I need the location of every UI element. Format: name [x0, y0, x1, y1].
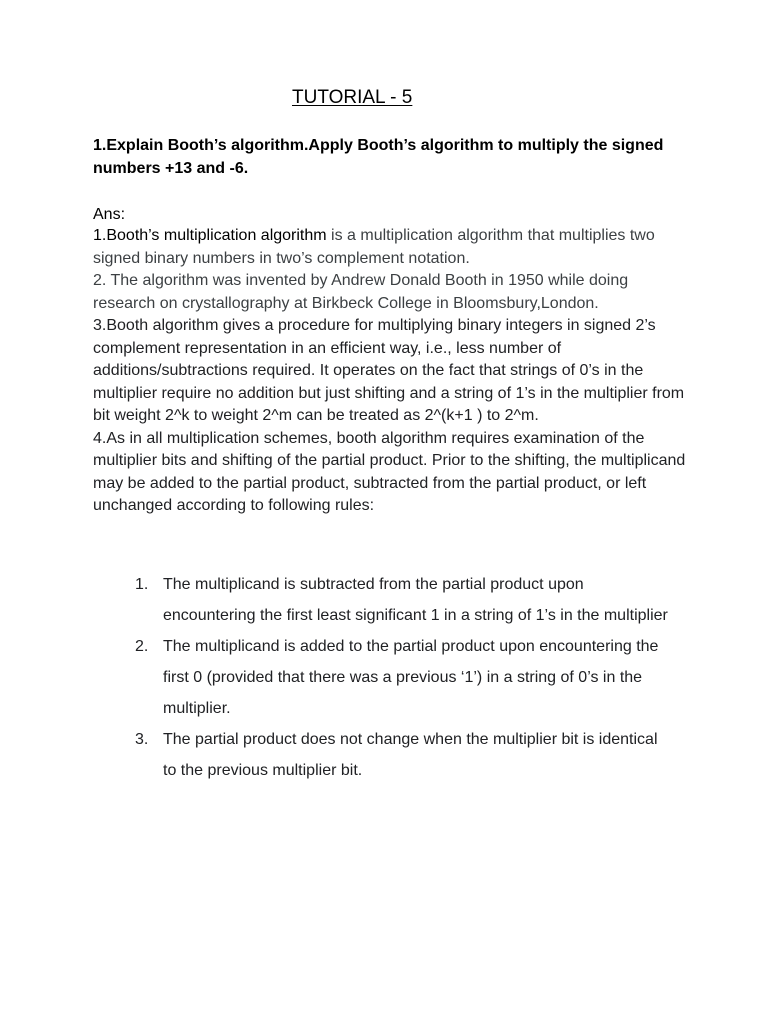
answer-point-4: 4.As in all multiplication schemes, booth algorithm requires examination of the multiplier bits and shifting of the partial product. Prior to the shifting, the multiplicand may be added to the partial product, subtracted from the partial product, or left unchanged according to following rules:: [93, 429, 686, 514]
rule-text: The multiplicand is added to the partial product upon encountering the first 0 (provided that there was a previous ‘1’) in a string of 0’s in the multiplier.: [163, 638, 659, 717]
page-title: TUTORIAL - 5: [292, 87, 413, 108]
rule-text: The partial product does not change when the multiplier bit is identical to the previous multiplier bit.: [163, 731, 658, 779]
answer-point-1-rest: is a multiplication algorithm that multiplies two signed binary numbers in two’s complement notation.: [93, 227, 655, 267]
rule-item: [135, 631, 675, 724]
rule-number: 3.: [135, 731, 149, 748]
answer-point-1: [93, 225, 693, 270]
rule-number: 2.: [135, 638, 149, 655]
answer-point-1-term: Booth’s multiplication algorithm: [106, 227, 327, 244]
answer-label: Ans:: [93, 206, 126, 223]
answer-point-1-prefix: 1.: [93, 227, 107, 244]
answer-body: [93, 225, 693, 518]
rule-text: The multiplicand is subtracted from the partial product upon encountering the first least significant 1 in a string of 1’s in the multiplier: [163, 576, 668, 624]
answer-point-3: 3.Booth algorithm gives a procedure for multiplying binary integers in signed 2’s complement representation in an efficient way, i.e., less number of additions/subtractions required. It operates on the fact that strings of 0’s in the multiplier require no addition but just shifting and a string of 1’s in the multiplier from bit weight 2^k to weight 2^m can be treated as 2^(k+1 ) to 2^m.: [93, 317, 685, 424]
answer-point-2: 2. The algorithm was invented by Andrew Donald Booth in 1950 while doing research on crystallography at Birkbeck College in Bloomsbury,London.: [93, 272, 629, 312]
rule-item: [135, 569, 675, 631]
question-text: 1.Explain Booth’s algorithm.Apply Booth’s algorithm to multiply the signed numbers +13 and -6.: [93, 137, 664, 177]
rule-item: [135, 724, 675, 786]
rules-list: [135, 569, 675, 786]
rule-number: 1.: [135, 576, 149, 593]
